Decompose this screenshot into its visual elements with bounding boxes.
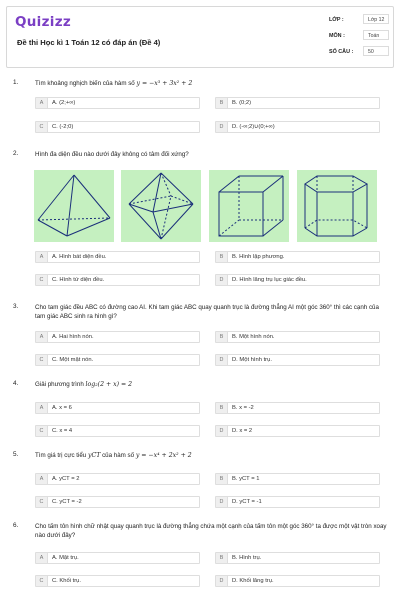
question-number: 4. <box>13 380 19 387</box>
option-text: A. Hình bát diện đều. <box>52 254 107 260</box>
question-text <box>35 79 390 88</box>
question-prompt: Tìm khoảng nghịch biến của hàm số <box>35 80 135 87</box>
option-c[interactable] <box>35 496 200 508</box>
octahedron-figure <box>121 170 201 242</box>
option-b[interactable] <box>215 473 380 485</box>
option-letter: B <box>216 403 228 413</box>
question-text: Cho tam giác đều ABC có đường cao AI. Khi tam giác ABC quay quanh trục là đường thẳng AI một góc 360° thì các cạnh của tam giác ABC sinh ra hình gì? <box>35 304 379 320</box>
option-letter: B <box>216 332 228 342</box>
option-text: B. Hình trụ. <box>232 555 262 561</box>
option-letter: A <box>36 553 48 563</box>
subject-value: Toán <box>363 30 389 40</box>
question-text: Cho tấm tôn hình chữ nhật quay quanh trục là đường thẳng chứa một cạnh của tấm tôn một góc 360° ta được một vật tròn xoay nào dưới đây? <box>35 523 387 539</box>
option-d[interactable] <box>215 274 380 286</box>
option-text: B. Một hình nón. <box>232 334 275 340</box>
option-text: B. Hình lập phương. <box>232 254 285 260</box>
worksheet-header <box>6 6 394 68</box>
option-text: A. x = 6 <box>52 405 72 411</box>
option-letter: B <box>216 252 228 262</box>
option-text: A. (2;+∞) <box>52 100 76 106</box>
option-text: D. Một hình trụ. <box>232 357 272 363</box>
option-letter: A <box>36 252 48 262</box>
option-b[interactable] <box>215 331 380 343</box>
option-letter: D <box>216 576 228 586</box>
option-d[interactable] <box>215 575 380 587</box>
option-text: D. Hình lăng trụ lục giác đều. <box>232 277 307 283</box>
option-letter: B <box>216 474 228 484</box>
hexagonal-prism-icon <box>297 170 377 242</box>
question-prompt-mid: của hàm số <box>102 452 135 459</box>
option-b[interactable] <box>215 552 380 564</box>
option-c[interactable] <box>35 425 200 437</box>
option-b[interactable] <box>215 402 380 414</box>
option-text: D. x = 2 <box>232 428 253 434</box>
question-count-value: 50 <box>363 46 389 56</box>
option-text: A. Mặt trụ. <box>52 555 79 561</box>
option-a[interactable] <box>35 251 200 263</box>
option-letter: B <box>216 553 228 563</box>
option-d[interactable] <box>215 425 380 437</box>
option-d[interactable] <box>215 496 380 508</box>
question-prompt: Giải phương trình <box>35 381 84 388</box>
option-b[interactable] <box>215 97 380 109</box>
option-text: D. Khối lăng trụ. <box>232 578 274 584</box>
option-letter: A <box>36 332 48 342</box>
option-b[interactable] <box>215 251 380 263</box>
question-text <box>35 451 390 460</box>
question-number: 5. <box>13 451 19 458</box>
option-text: D. (-∞;2)∪(0;+∞) <box>232 124 275 130</box>
option-d[interactable] <box>215 354 380 366</box>
option-letter: C <box>36 497 48 507</box>
class-label: LỚP : <box>329 17 344 23</box>
tetrahedron-figure <box>34 170 114 242</box>
option-text: B. (0;2) <box>232 100 252 106</box>
question-number: 2. <box>13 150 19 157</box>
option-letter: A <box>36 403 48 413</box>
option-d[interactable] <box>215 121 380 133</box>
quizizz-logo: Quizizz <box>15 14 72 30</box>
option-c[interactable] <box>35 274 200 286</box>
option-text: C. (-2;0) <box>52 124 74 130</box>
option-letter: C <box>36 426 48 436</box>
option-text: B. yCT = 1 <box>232 476 260 482</box>
question-number: 6. <box>13 522 19 529</box>
option-letter: C <box>36 355 48 365</box>
option-letter: D <box>216 122 228 132</box>
question-variable: yCT <box>87 452 101 459</box>
option-a[interactable] <box>35 402 200 414</box>
option-letter: A <box>36 98 48 108</box>
option-letter: D <box>216 275 228 285</box>
option-c[interactable] <box>35 354 200 366</box>
option-c[interactable] <box>35 575 200 587</box>
question-prompt: Tìm giá trị cực tiểu <box>35 452 87 459</box>
option-a[interactable] <box>35 473 200 485</box>
option-text: D. yCT = -1 <box>232 499 262 505</box>
option-text: C. Hình tứ diện đều. <box>52 277 105 283</box>
option-c[interactable] <box>35 121 200 133</box>
question-text: Hình đa diện đều nào dưới đây không có tâm đối xứng? <box>35 151 189 158</box>
option-text: C. yCT = -2 <box>52 499 82 505</box>
option-letter: C <box>36 576 48 586</box>
option-letter: C <box>36 275 48 285</box>
option-letter: D <box>216 355 228 365</box>
subject-label: MÔN : <box>329 33 345 39</box>
cube-icon <box>209 170 289 242</box>
question-formula: y = −x⁴ + 2x² + 2 <box>135 452 192 459</box>
option-text: B. x = -2 <box>232 405 254 411</box>
option-a[interactable] <box>35 97 200 109</box>
cube-figure <box>209 170 289 242</box>
octahedron-icon <box>121 170 201 242</box>
option-a[interactable] <box>35 331 200 343</box>
option-text: C. x = 4 <box>52 428 73 434</box>
question-formula: log₂(2 + x) = 2 <box>85 381 133 388</box>
option-letter: B <box>216 98 228 108</box>
question-number: 3. <box>13 303 19 310</box>
option-a[interactable] <box>35 552 200 564</box>
option-text: A. yCT = 2 <box>52 476 80 482</box>
question-formula: y = −x³ + 3x² + 2 <box>136 80 193 87</box>
option-text: C. Một mặt nón. <box>52 357 94 363</box>
option-letter: D <box>216 497 228 507</box>
option-letter: C <box>36 122 48 132</box>
option-letter: D <box>216 426 228 436</box>
option-text: A. Hai hình nón. <box>52 334 94 340</box>
question-count-label: SỐ CÂU : <box>329 49 354 55</box>
option-text: C. Khối trụ. <box>52 578 81 584</box>
page-title: Đề thi Học kì 1 Toán 12 có đáp án (Đề 4) <box>17 38 161 47</box>
hexagonal-prism-figure <box>297 170 377 242</box>
class-value: Lớp 12 <box>363 14 389 24</box>
option-letter: A <box>36 474 48 484</box>
tetrahedron-icon <box>34 170 114 242</box>
question-text <box>35 380 390 389</box>
question-number: 1. <box>13 79 19 86</box>
